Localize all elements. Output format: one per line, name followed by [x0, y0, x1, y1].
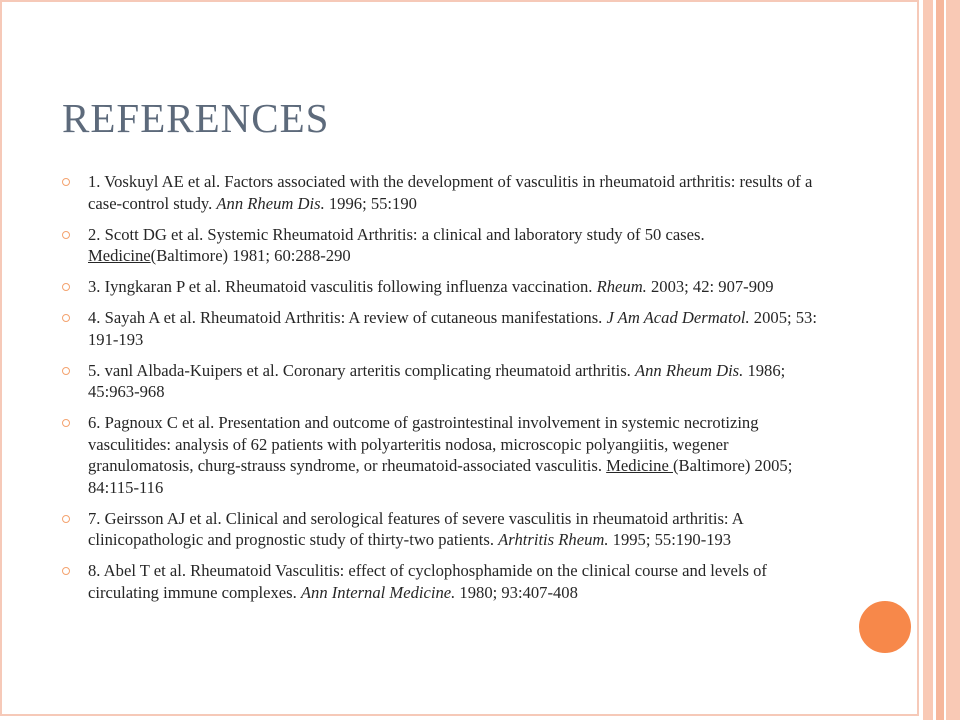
bullet-icon	[62, 314, 70, 322]
bullet-icon	[62, 231, 70, 239]
bullet-icon	[62, 567, 70, 575]
reference-item	[60, 508, 820, 551]
reference-text: 7. Geirsson AJ et al. Clinical and serological features of severe vasculitis in rheumatoid arthritis: A clinicopathologic and prognostic study of thirty-two patients.	[88, 508, 743, 549]
reference-text: 6. Pagnoux C et al. Presentation and outcome of gastrointestinal involvement in systemic necrotizing vasculitides: analysis of 62 patients with polyarteritis nodosa, microscopic polyangiitis, wegener granulomatosis, churg-strauss syndrome, or rheumatoid-associated vasculitis.	[88, 413, 759, 475]
reference-text: 2. Scott DG et al. Systemic Rheumatoid Arthritis: a clinical and laboratory study of 50 cases.	[88, 224, 705, 244]
citation-details: 1995; 55:190-193	[608, 530, 732, 549]
citation-details: 1996; 55:190	[324, 193, 417, 213]
bullet-icon	[62, 283, 70, 291]
journal-name: Arhtritis Rheum.	[498, 530, 609, 549]
stripe	[936, 0, 944, 720]
reference-text: 1. Voskuyl AE et al. Factors associated with the development of vasculitis in rheumatoid arthritis: results of a case-control study.	[88, 172, 813, 213]
journal-name: Rheum.	[596, 277, 647, 296]
citation-details: 2003; 42: 907-909	[646, 277, 774, 296]
reference-item	[60, 560, 820, 603]
bullet-icon	[62, 178, 70, 186]
publication-link[interactable]: Medicine	[88, 246, 151, 265]
citation-details: (Baltimore) 1981; 60:288-290	[150, 246, 351, 265]
reference-item	[60, 171, 820, 214]
citation-details: 2005; 53: 191-193	[88, 308, 817, 349]
stripe	[923, 0, 933, 720]
reference-text: 5. vanl Albada-Kuipers et al. Coronary arteritis complicating rheumatoid arthritis.	[88, 360, 635, 380]
reference-item	[60, 412, 820, 498]
journal-name: Ann Rheum Dis.	[216, 193, 325, 213]
citation-details: 1980; 93:407-408	[455, 582, 578, 602]
bullet-icon	[62, 515, 70, 523]
decorative-stripes	[919, 0, 960, 720]
citation-details: (Baltimore) 2005; 84:115-116	[88, 456, 793, 497]
slide-title: REFERENCES	[62, 95, 330, 141]
stripe	[946, 0, 960, 720]
reference-item	[60, 276, 820, 298]
bullet-icon	[62, 419, 70, 427]
journal-name: Ann Rheum Dis.	[634, 360, 744, 380]
reference-list	[60, 171, 820, 613]
citation-details: 1986; 45:963-968	[88, 360, 786, 401]
journal-name: Ann Internal Medicine.	[300, 582, 456, 602]
reference-item	[60, 224, 820, 267]
publication-link[interactable]: Medicine	[606, 456, 673, 475]
reference-text: 8. Abel T et al. Rheumatoid Vasculitis: effect of cyclophosphamide on the clinical course and levels of circulating immune complexes.	[88, 561, 767, 602]
reference-text: 3. Iyngkaran P et al. Rheumatoid vasculitis following influenza vaccination.	[88, 277, 597, 296]
bullet-icon	[62, 367, 70, 375]
journal-name: J Am Acad Dermatol.	[606, 308, 750, 327]
reference-item	[60, 307, 820, 350]
reference-item	[60, 360, 820, 403]
reference-text: 4. Sayah A et al. Rheumatoid Arthritis: A review of cutaneous manifestations.	[88, 308, 607, 327]
accent-circle	[856, 598, 914, 656]
